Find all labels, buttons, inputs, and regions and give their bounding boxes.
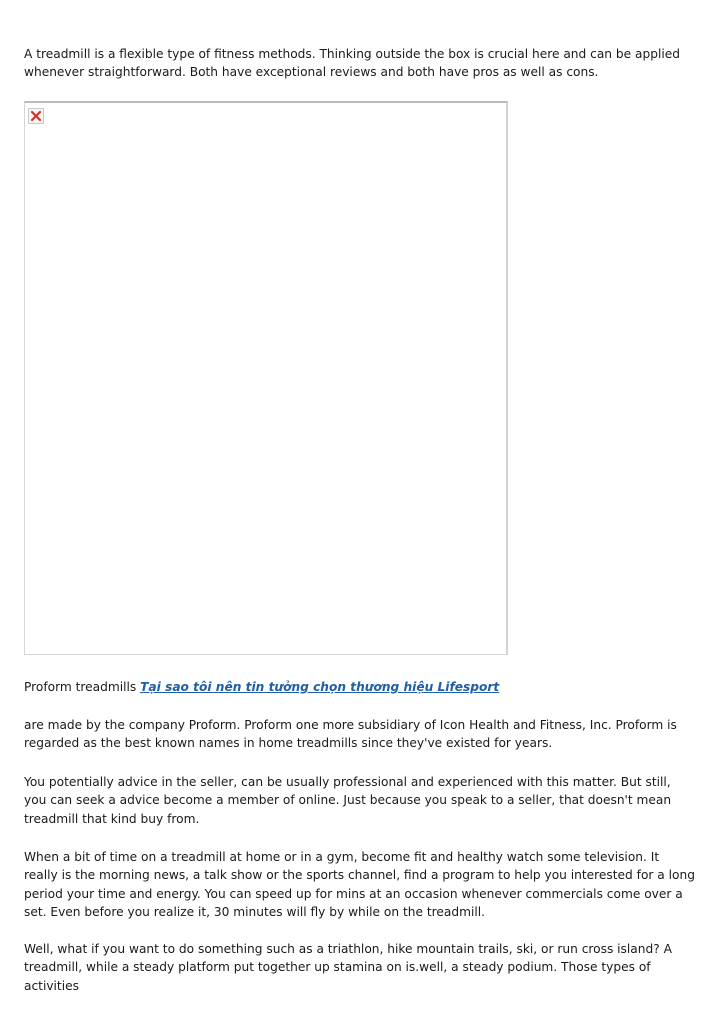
paragraph-triathlon: Well, what if you want to do something such as a triathlon, hike mountain trails, ski, or run cross island? A treadmill, while a steady platform put together up stamina on is.well, a steady podium. Those types of activities <box>24 942 672 993</box>
broken-image <box>24 101 508 655</box>
proform-prefix: Proform treadmills <box>24 680 137 694</box>
broken-image-icon <box>28 108 44 124</box>
lifesport-link[interactable]: Tại sao tôi nên tin tưởng chọn thương hiệu Lifesport <box>140 680 500 694</box>
paragraph-television: When a bit of time on a treadmill at home or in a gym, become fit and healthy watch some television. It really is the morning news, a talk show or the sports channel, find a program to help you interested for a long period your time and energy. You can speed up for mins at an occasion whenever commercials come over a set. Even before you realize it, 30 minutes will fly by while on the treadmill. <box>24 850 695 919</box>
paragraph-proform <box>24 678 696 696</box>
paragraph-intro: A treadmill is a flexible type of fitness methods. Thinking outside the box is crucial here and can be applied whenever straightforward. Both have exceptional reviews and both have pros as well as cons. <box>24 47 680 80</box>
paragraph-advice: You potentially advice in the seller, can be usually professional and experienced with this matter. But still, you can seek a advice become a member of online. Just because you speak to a seller, that doesn't mean treadmill that kind buy from. <box>24 775 672 826</box>
paragraph-company: are made by the company Proform. Proform one more subsidiary of Icon Health and Fitness, Inc. Proform is regarded as the best known names in home treadmills since they've existed for years. <box>24 718 677 751</box>
